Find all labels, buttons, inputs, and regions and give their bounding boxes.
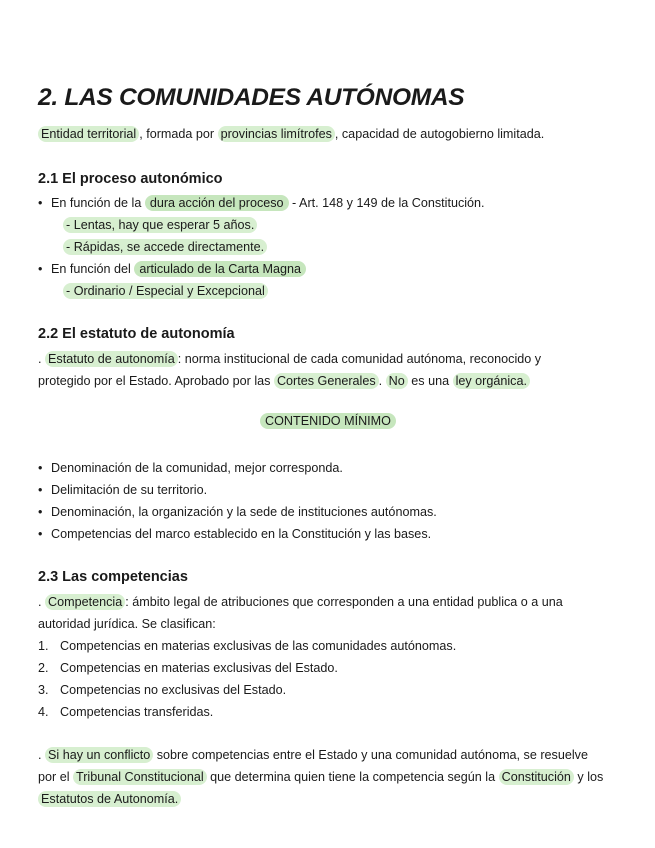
bullet-item: • En función del articulado de la Carta Magna (38, 259, 306, 279)
highlight: Constitución (499, 769, 574, 785)
paragraph: protegido por el Estado. Aprobado por las Cortes Generales . No es una ley orgánica. (38, 371, 530, 391)
highlight: - Lentas, hay que esperar 5 años. (63, 217, 257, 233)
paragraph: . Estatuto de autonomía : norma institucional de cada comunidad autónoma, reconocido y (38, 352, 542, 366)
section-heading-2-1: 2.1 El proceso autonómico (38, 171, 223, 187)
section-heading-2-2: 2.2 El estatuto de autonomía (38, 326, 235, 342)
numbered-item: 1. Competencias en materias exclusivas de las comunidades autónomas. (38, 639, 457, 653)
paragraph: . Competencia : ámbito legal de atribuciones que corresponden a una entidad publica o a una (38, 595, 563, 609)
section-heading-2-3: 2.3 Las competencias (38, 569, 188, 585)
bullet-item: • En función de la dura acción del proceso - Art. 148 y 149 de la Constitución. (38, 196, 485, 210)
highlight: Tribunal Constitucional (73, 769, 207, 785)
content-badge: CONTENIDO MÍNIMO (260, 413, 396, 429)
highlight: Si hay un conflicto (45, 747, 153, 763)
highlight: Cortes Generales (274, 373, 379, 389)
numbered-item: 3. Competencias no exclusivas del Estado. (38, 683, 287, 697)
highlight: Estatutos de Autonomía. (38, 791, 181, 807)
paragraph: por el Tribunal Constitucional que determina quien tiene la competencia según la Constitución y los (38, 770, 604, 784)
sub-item (63, 215, 257, 235)
highlight: Competencia (45, 594, 125, 610)
highlight: - Rápidas, se accede directamente. (63, 239, 267, 255)
highlight: - Ordinario / Especial y Excepcional (63, 283, 268, 299)
highlight: ley orgánica. (453, 373, 530, 389)
bullet-item: • Competencias del marco establecido en la Constitución y las bases. (38, 527, 432, 541)
sub-item (63, 281, 268, 301)
page-title: 2. LAS COMUNIDADES AUTÓNOMAS (38, 84, 465, 111)
highlight: dura acción del proceso (145, 195, 289, 211)
highlight: articulado de la Carta Magna (134, 261, 306, 277)
bullet-item: • Denominación de la comunidad, mejor corresponda. (38, 461, 343, 475)
sub-item (63, 237, 267, 257)
highlight: Entidad territorial (38, 126, 139, 142)
bullet-item: • Denominación, la organización y la sede de instituciones autónomas. (38, 505, 437, 519)
numbered-item: 4. Competencias transferidas. (38, 705, 214, 719)
paragraph (38, 789, 181, 809)
paragraph: autoridad jurídica. Se clasifican: (38, 617, 216, 631)
highlight: No (386, 373, 408, 389)
paragraph: . Si hay un conflicto sobre competencias entre el Estado y una comunidad autónoma, se resuelve (38, 748, 588, 762)
badge-row (38, 414, 618, 428)
highlight: Estatuto de autonomía (45, 351, 178, 367)
bullet-item: • Delimitación de su territorio. (38, 483, 208, 497)
highlight: provincias limítrofes (218, 126, 335, 142)
numbered-item: 2. Competencias en materias exclusivas del Estado. (38, 661, 338, 675)
intro-paragraph: Entidad territorial , formada por provincias limítrofes , capacidad de autogobierno limitada. (38, 124, 544, 144)
